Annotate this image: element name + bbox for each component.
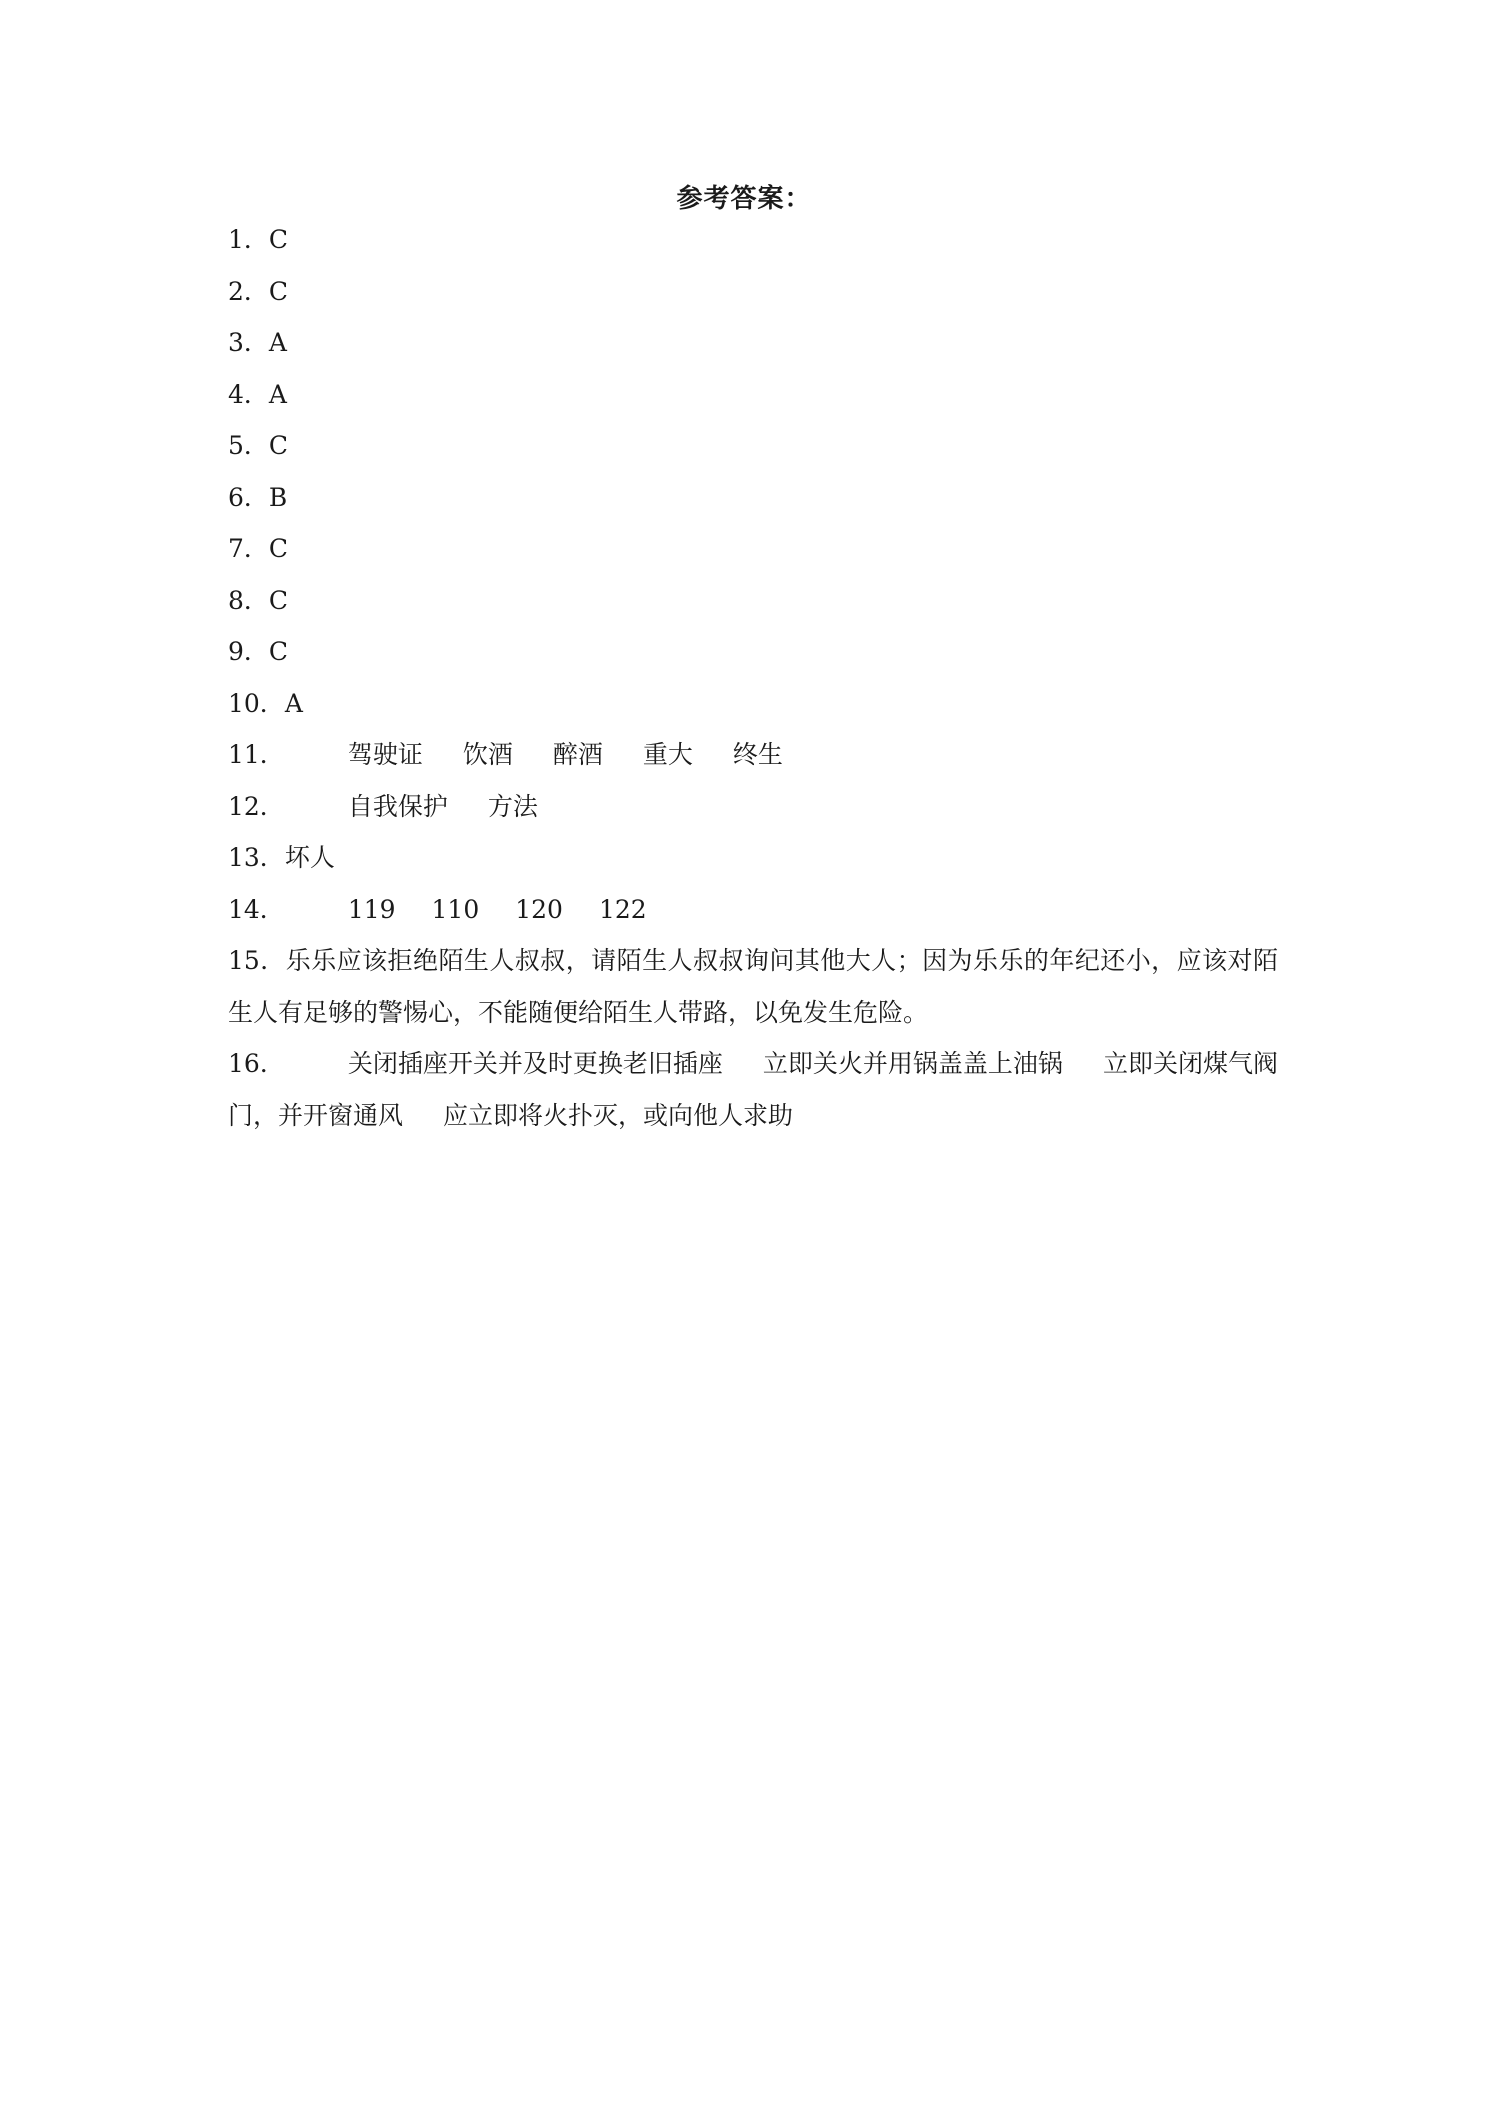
answer-item-1 bbox=[228, 214, 1278, 266]
page-title: 参考答案： bbox=[676, 184, 812, 214]
question-number: 5． bbox=[228, 431, 269, 460]
blank-answer: 醉酒 bbox=[552, 740, 603, 769]
question-number: 11． bbox=[228, 740, 285, 769]
blank-answer: 方法 bbox=[487, 791, 538, 821]
question-number: 1． bbox=[228, 225, 269, 254]
blank-answer: 119 bbox=[347, 894, 396, 924]
answer-item-8 bbox=[228, 575, 1278, 627]
answer-list bbox=[228, 214, 1278, 1141]
question-number: 9． bbox=[228, 637, 269, 666]
question-number: 14． bbox=[228, 894, 285, 924]
answer-choice: A bbox=[268, 328, 287, 357]
answer-item-5 bbox=[228, 420, 1278, 472]
answer-choice: C bbox=[268, 225, 289, 254]
blank-answer: 驾驶证 bbox=[347, 740, 423, 769]
answer-item-15 bbox=[228, 935, 1278, 1038]
answer-item-16 bbox=[228, 1038, 1278, 1141]
blank-answer: 自我保护 bbox=[347, 791, 448, 821]
answer-item-11 bbox=[228, 729, 1278, 781]
blank-answer: 终生 bbox=[732, 740, 783, 769]
answer-item-7 bbox=[228, 523, 1278, 575]
blank-answer: 立即关火并用锅盖盖上油锅 bbox=[762, 1049, 1063, 1078]
blank-answer: 122 bbox=[598, 894, 647, 924]
answer-choice: C bbox=[268, 276, 289, 306]
question-number: 16． bbox=[228, 1049, 285, 1078]
answer-item-6 bbox=[228, 472, 1278, 524]
answer-item-4 bbox=[228, 369, 1278, 421]
blank-answer: 立即关闭煤气阀门，并开窗通风 bbox=[228, 1049, 1278, 1130]
answer-item-10 bbox=[228, 678, 1278, 730]
answer-choice: A bbox=[268, 379, 287, 409]
answer-paragraph: 乐乐应该拒绝陌生人叔叔，请陌生人叔叔询问其他大人；因为乐乐的年纪还小，应该对陌生人有足够的警惕心，不能随便给陌生人带路，以免发生危险。 bbox=[228, 946, 1279, 1027]
answer-item-12 bbox=[228, 781, 1278, 833]
answer-item-3 bbox=[228, 317, 1278, 369]
answer-choice: C bbox=[268, 637, 289, 666]
blank-answers bbox=[285, 884, 683, 936]
blank-answers bbox=[285, 729, 823, 781]
answer-item-2 bbox=[228, 266, 1278, 318]
blank-answer: 120 bbox=[515, 894, 563, 924]
blank-answers bbox=[285, 781, 578, 833]
question-number: 6． bbox=[228, 482, 269, 512]
blank-answer: 饮酒 bbox=[462, 740, 513, 769]
question-number: 15． bbox=[228, 946, 286, 975]
question-number: 10． bbox=[228, 688, 285, 718]
answer-item-9 bbox=[228, 626, 1278, 678]
question-number: 4． bbox=[228, 379, 269, 409]
answer-text: 坏人 bbox=[284, 843, 335, 872]
question-number: 2． bbox=[228, 276, 269, 306]
question-number: 12． bbox=[228, 791, 285, 821]
answer-choice: C bbox=[268, 585, 289, 615]
question-number: 8． bbox=[228, 585, 269, 615]
answer-item-14 bbox=[228, 884, 1278, 936]
blank-answer: 重大 bbox=[642, 740, 693, 769]
question-number: 7． bbox=[228, 534, 269, 563]
answer-choice: C bbox=[268, 431, 289, 460]
answer-choice: A bbox=[284, 688, 303, 718]
answer-item-13 bbox=[228, 832, 1278, 884]
blank-answer: 应立即将火扑灭，或向他人求助 bbox=[443, 1100, 794, 1130]
answer-choice: C bbox=[268, 534, 289, 563]
answer-choice: B bbox=[268, 482, 288, 512]
question-number: 3． bbox=[228, 328, 269, 357]
blank-answer: 110 bbox=[431, 894, 480, 924]
question-number: 13． bbox=[228, 843, 285, 872]
blank-answer: 关闭插座开关并及时更换老旧插座 bbox=[347, 1049, 723, 1078]
